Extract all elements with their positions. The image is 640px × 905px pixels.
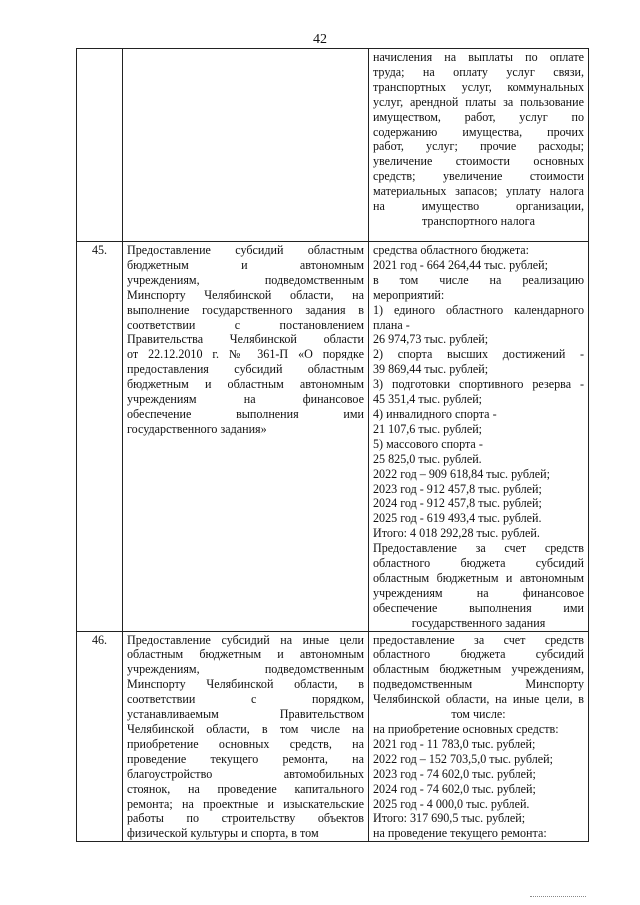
measure-description-line: соответствии с порядком, [127,692,364,707]
funding-details-cell [369,631,589,842]
funding-details-line: 2023 год - 912 457,8 тыс. рублей; [373,481,542,496]
funding-details-line: Итого: 4 018 292,28 тыс. рублей. [373,526,540,541]
funding-details-cell [369,242,589,632]
funding-details-line: мероприятий: [373,287,445,302]
funding-details-line: плана - [373,317,410,332]
measure-description-line: Челябинской области, в том числе на [127,722,364,736]
funding-details-line: обеспечение выполнения ими [373,600,584,615]
funding-details-line: увеличение стоимости основных [373,154,584,169]
funding-details-line: 1) единого областного календарного [373,302,584,317]
measure-description-line: проведение текущего ремонта, на [127,751,364,766]
measure-description-cell [123,631,369,842]
measure-description-line: учреждениям, подведомственным [127,272,364,287]
measure-description-line: обеспечение выполнения ими [127,406,364,421]
measure-description-line: Минспорту Челябинской области, на [127,287,364,302]
funding-details-line: средства областного бюджета: [373,243,530,257]
measure-description-line: учреждениям на финансовое [127,392,364,407]
measure-description-line: выполнение государственного задания в [127,302,364,317]
funding-details-line: в том числе на реализацию [373,272,584,287]
funding-details-line: 5) массового спорта - [373,436,483,451]
funding-details-line: предоставление за счет средств [373,632,584,647]
funding-details-line: 39 869,44 тыс. рублей; [373,362,489,377]
funding-details-line: Предоставление за счет средств [373,541,584,556]
measure-description-line: государственного задания» [127,421,267,436]
funding-details-line: 4) инвалидного спорта - [373,406,497,421]
funding-details-line: областным бюджетным учреждениям, [373,662,584,677]
funding-details-cell [369,49,589,242]
measure-description-line: стоянок, на проведение капитального [127,781,364,796]
funding-details-line: содержанию имущества, прочих [373,124,584,139]
funding-details-line: областного бюджета субсидий [373,556,584,571]
funding-details-line: 2024 год - 74 602,0 тыс. рублей; [373,781,536,796]
measure-description-line: Предоставление субсидий областным [127,243,364,257]
measure-description-line: устанавливаемым Правительством [127,707,364,722]
funding-details-line: 25 825,0 тыс. рублей. [373,451,482,466]
funding-details-line: на имущество организации, [373,199,584,214]
funding-details-line: на проведение текущего ремонта: [373,826,547,841]
funding-details-line: подведомственным Минспорту [373,677,584,692]
funding-details-line: работ, услуг; прочие расходы; [373,139,584,154]
measure-description-line: учреждениям, подведомственным [127,662,364,677]
funding-details-line: Итого: 317 690,5 тыс. рублей; [373,811,526,826]
funding-details-line: 2021 год - 664 264,44 тыс. рублей; [373,257,548,272]
measure-description-line: от 22.12.2010 г. № 361-П «О порядке [127,347,364,362]
funding-details-line: 2022 год – 909 618,84 тыс. рублей; [373,466,550,481]
funding-details-line: транспортного налога [422,213,535,228]
funding-details-line: услуг, арендной платы за пользование [373,94,584,109]
funding-details-line: 2022 год – 152 703,5,0 тыс. рублей; [373,751,553,766]
row-number: 45. [77,242,123,632]
funding-details-line: 2) спорта высших достижений - [373,347,584,362]
table-row [77,631,589,842]
measure-description-line: Правительства Челябинской области [127,332,364,347]
funding-details-line: средств; увеличение стоимости [373,169,584,184]
funding-details-line: областного бюджета субсидий [373,647,584,662]
measure-description-line: физической культуры и спорта, в том [127,826,319,841]
funding-details-line: транспортных услуг, коммунальных [373,79,584,94]
funding-details-line: государственного задания [411,615,546,630]
table-row [77,242,589,632]
funding-details-line: начисления на выплаты по оплате [373,50,584,64]
measure-description-cell [123,242,369,632]
measure-description-line: соответствии с постановлением [127,317,364,332]
row-number [77,49,123,242]
funding-details-line: 21 107,6 тыс. рублей; [373,421,483,436]
funding-details-line: 2025 год - 619 493,4 тыс. рублей. [373,511,542,526]
table-row [77,49,589,242]
funding-details-line: 26 974,73 тыс. рублей; [373,332,489,347]
measure-description-line: областным бюджетным и автономным [127,647,364,662]
funding-details-line: 2024 год - 912 457,8 тыс. рублей; [373,496,542,511]
funding-details-line: имуществом, работ, услуг по [373,109,584,124]
budget-measures-table [76,48,589,842]
row-number: 46. [77,631,123,842]
funding-details-line: 45 351,4 тыс. рублей; [373,392,483,407]
funding-details-line: 3) подготовки спортивного резерва - [373,377,584,392]
measure-description-line: Предоставление субсидий на иные цели [127,632,364,647]
funding-details-line: учреждениям на финансовое [373,585,584,600]
funding-details-line: 2025 год - 4 000,0 тыс. рублей. [373,796,530,811]
measure-description-cell [123,49,369,242]
measure-description-line: Минспорту Челябинской области, в [127,677,364,692]
funding-details-line: на приобретение основных средств: [373,722,559,736]
funding-details-line: 2021 год - 11 783,0 тыс. рублей; [373,736,536,751]
measure-description-line: бюджетным и областным автономным [127,377,364,392]
measure-description-line: предоставления субсидий областным [127,362,364,377]
funding-details-line: 2023 год - 74 602,0 тыс. рублей; [373,766,536,781]
measure-description-line: ремонта; на проектные и изыскательские [127,796,364,811]
scan-mark [530,896,586,898]
funding-details-line: областным бюджетным и автономным [373,570,584,585]
measure-description-line: приобретение основных средств, на [127,736,364,751]
measure-description-line: благоустройство автомобильных [127,766,364,781]
funding-details-line: материальных запасов; уплату налога [373,184,584,199]
funding-details-line: том числе: [451,707,506,722]
measure-description-line: бюджетным и автономным [127,257,364,272]
page-number: 42 [313,32,327,47]
funding-details-line: Челябинской области, на иные цели, в [373,692,584,707]
measure-description-line: работы по строительству объектов [127,811,364,826]
funding-details-line: труда; на оплату услуг связи, [373,64,584,79]
